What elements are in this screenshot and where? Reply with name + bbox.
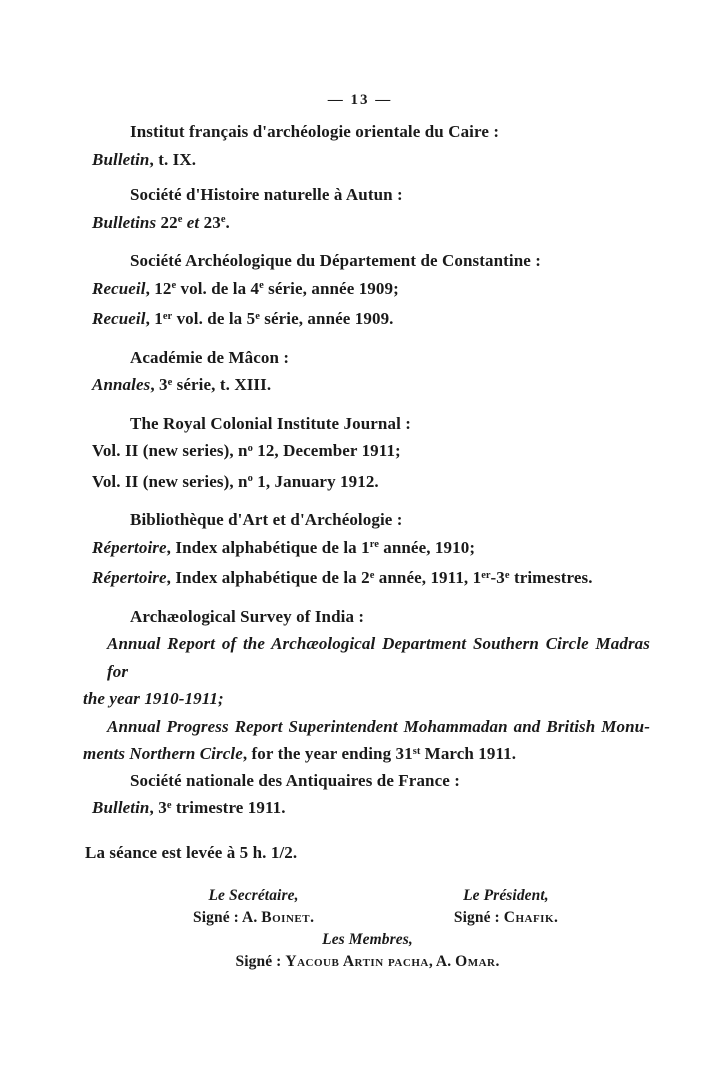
text-run: , A. <box>428 953 456 970</box>
entry <box>85 410 650 499</box>
secretary-role-label: Le Secrétaire, <box>208 887 299 904</box>
entry <box>85 181 650 239</box>
entry-line <box>107 630 650 685</box>
text-run: trimestres. <box>509 568 593 587</box>
members-signature-line <box>85 951 650 973</box>
text-run: année, 1911, 1 <box>374 568 482 587</box>
text-run: . <box>225 212 230 232</box>
text-run: 23 <box>199 212 221 232</box>
text-run: er <box>481 569 491 581</box>
text-run: trimestre 1911. <box>171 798 286 817</box>
text-run: série, année 1909; <box>263 278 399 298</box>
text-run: et <box>182 212 200 232</box>
entry-heading: Institut français d'archéologie orientale du Caire : <box>130 122 500 141</box>
entry <box>85 118 650 173</box>
president-signature-line <box>454 907 558 929</box>
text-run: Bulletin <box>92 798 150 817</box>
text-run: Signé : <box>453 909 504 926</box>
text-run: Recueil <box>92 309 146 328</box>
page-body <box>0 118 720 973</box>
president-role-label: Le Président, <box>463 887 549 904</box>
text-run: Répertoire <box>92 568 167 587</box>
text-run: o <box>247 442 253 454</box>
text-run: , 3 <box>150 375 168 394</box>
entry-heading: The Royal Colonial Institute Journal : <box>130 413 412 433</box>
text-run: , 3 <box>149 798 167 817</box>
text-run: , for the year ending 31 <box>242 744 413 763</box>
person-name: Chafik <box>503 909 555 926</box>
signature-row <box>85 885 650 929</box>
text-run: , t. IX. <box>149 149 197 169</box>
entry-line <box>92 534 650 565</box>
text-run: e <box>177 214 183 225</box>
entry <box>85 603 650 771</box>
signature-secretary <box>193 885 314 929</box>
entry-line <box>92 564 650 595</box>
text-run: o <box>247 473 253 484</box>
entry-line <box>92 437 650 468</box>
text-run: e <box>171 280 177 291</box>
text-run: Annual Report of the Archæological Department Southern Circle Madras for <box>107 634 650 681</box>
entry-line <box>92 146 650 174</box>
text-run: 12, December 1911; <box>252 441 401 460</box>
entry-line <box>92 794 650 825</box>
text-run: , 1 <box>145 309 163 328</box>
text-run: Bulletins <box>92 212 157 232</box>
page-number: — 13 — <box>327 92 393 108</box>
text-run: Signé : <box>235 953 286 970</box>
person-name: Omar <box>455 953 496 970</box>
entry-line <box>92 468 650 499</box>
text-run: e <box>166 799 172 811</box>
entry-heading: Bibliothèque d'Art et d'Archéologie : <box>130 510 403 529</box>
text-run: Recueil <box>92 278 146 298</box>
members-role-label: Les Membres, <box>322 931 413 948</box>
text-run: e <box>504 569 510 581</box>
entry-heading: Archæological Survey of India : <box>130 606 365 626</box>
entry-heading: Société d'Histoire naturelle à Autun : <box>130 185 403 204</box>
text-run: the year 1910-1911; <box>83 689 224 708</box>
text-run: -3 <box>490 568 505 587</box>
text-run: Annual Progress Report Superintendent Mohammadan and British Monu- <box>107 716 650 736</box>
entries-list <box>85 118 650 825</box>
text-run: e <box>369 569 375 581</box>
text-run: re <box>369 539 379 550</box>
text-run: e <box>167 376 173 388</box>
entry <box>85 247 650 336</box>
entry-line <box>92 209 650 240</box>
text-run: . <box>495 953 500 970</box>
entry <box>85 344 650 402</box>
signature-president <box>454 885 558 929</box>
text-run: e <box>259 280 264 291</box>
text-run: série, t. XIII. <box>172 375 272 394</box>
entry <box>85 767 650 825</box>
text-run: Annales <box>92 375 151 394</box>
entry-line <box>92 275 650 306</box>
text-run: , Index alphabétique de la 2 <box>166 568 370 587</box>
text-run: série, année 1909. <box>259 309 394 328</box>
text-run: st <box>412 745 421 757</box>
text-run: Signé : A. <box>193 909 262 926</box>
text-run: er <box>162 310 173 322</box>
text-run: e <box>220 214 226 225</box>
closing-statement: La séance est levée à 5 h. 1/2. <box>85 842 298 862</box>
entry-line <box>107 713 650 741</box>
text-run: vol. de la 4 <box>176 278 260 298</box>
text-run: Vol. II (new series), n <box>92 471 248 491</box>
text-run: 1, January 1912. <box>252 471 379 491</box>
entry-line <box>83 685 650 713</box>
person-name: Boinet <box>261 909 311 926</box>
text-run: March 1911. <box>420 744 517 763</box>
signature-members <box>85 929 650 973</box>
entry <box>85 506 650 595</box>
text-run: , Index alphabétique de la 1 <box>166 537 370 557</box>
text-run: Vol. II (new series), n <box>92 441 248 460</box>
entry-line <box>92 371 650 402</box>
text-run: e <box>255 310 260 322</box>
entry-heading: Société nationale des Antiquaires de France : <box>130 770 460 790</box>
text-run: Bulletin <box>92 149 150 169</box>
text-run: 22 <box>156 212 178 232</box>
secretary-signature-line <box>193 907 314 929</box>
text-run: année, 1910; <box>378 537 476 557</box>
text-run: . <box>554 909 558 926</box>
text-run: ments Northern Circle <box>83 744 243 763</box>
text-run: vol. de la 5 <box>172 309 256 328</box>
entry-heading: Société Archéologique du Département de Constantine : <box>130 251 542 270</box>
person-name: Yacoub Artin pacha <box>285 953 429 970</box>
entry-line <box>92 305 650 336</box>
entry-heading: Académie de Mâcon : <box>130 347 290 367</box>
text-run: , 12 <box>145 278 172 298</box>
text-run: Répertoire <box>92 537 167 557</box>
text-run: . <box>310 909 315 926</box>
